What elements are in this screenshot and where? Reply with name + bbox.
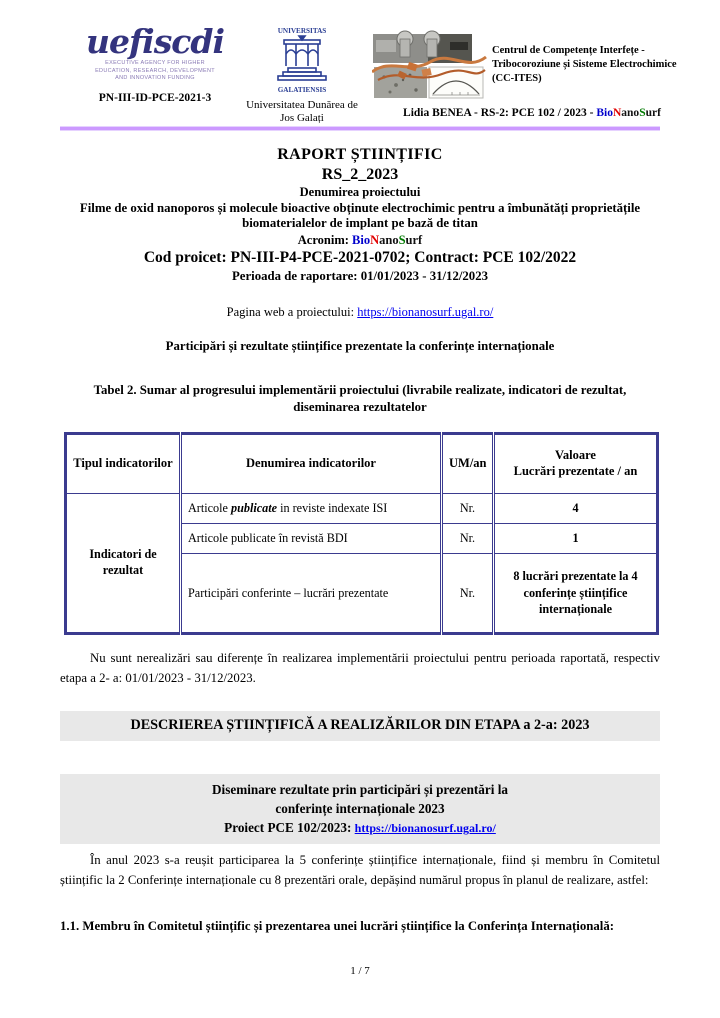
dissemination-website-link[interactable]: https://bionanosurf.ugal.ro/ [354, 821, 496, 836]
indicator-um: Nr. [442, 494, 494, 524]
reporting-period-line: Perioada de raportare: 01/01/2023 - 31/12/2023 [231, 268, 489, 283]
uefiscdi-tagline-line: EDUCATION, RESEARCH, DEVELOPMENT [95, 67, 215, 74]
results-summary-paragraph: În anul 2023 s-a reușit participarea la 5 conferințe științifice internaționale, fiind și membru în Comitetul științific la 2 Conferințe internaționale cu 8 prezentări orale, depășind numărul propus în planul de realizare, astfel: [60, 853, 660, 887]
header-valoare-line1: Valoare [555, 448, 596, 463]
header-valoare-line2: Lucrări prezentate / an [513, 464, 638, 478]
dissemination-line1: Diseminare rezultate prin participări și prezentări la [212, 782, 508, 797]
acronym-part: S [639, 107, 646, 119]
indicator-value: 1 [494, 524, 658, 554]
indicator-value: 8 lucrări prezentate la 4 conferințe științifice internaționale [494, 554, 658, 634]
indicator-name-emph: publicate [230, 501, 278, 515]
table-row [66, 494, 658, 524]
stage-description-banner: DESCRIEREA ȘTIINȚIFICĂ A REALIZĂRILOR DIN ETAPA a 2-a: 2023 [60, 711, 660, 741]
table-caption: Tabel 2. Sumar al progresului implementării proiectului (livrabile realizate, indicatori de rezultat, diseminarea rezultatelor [93, 383, 627, 414]
project-name-label: Denumirea proiectului [299, 185, 421, 199]
section-1-1-heading: 1.1. Membru în Comitetul științific și prezentarea unei lucrări științifice la Conferința Internațională: [60, 919, 614, 933]
header-divider-bar [60, 126, 660, 131]
program-code: PN-III-ID-PCE-2021-3 [98, 91, 212, 104]
university-emblem-icon [272, 24, 332, 98]
indicator-value: 4 [494, 494, 658, 524]
header-um: UM/an [442, 434, 494, 494]
web-label: Pagina web a proiectului: [226, 305, 358, 320]
acronym-part: urf [405, 232, 423, 247]
acronym-part: S [398, 232, 406, 247]
indicator-name-text: Articole [188, 501, 231, 515]
indicators-table [64, 432, 659, 635]
indicator-um: Nr. [442, 554, 494, 634]
uefiscdi-tagline [70, 60, 240, 82]
indicator-um: Nr. [442, 524, 494, 554]
report-line-prefix: Lidia BENEA - RS-2: PCE 102 / 2023 - [403, 107, 597, 119]
university-emblem-block [240, 24, 364, 124]
acronym-part: Bio [596, 107, 613, 119]
dissemination-line2: conferințe internaționale 2023 [275, 801, 445, 817]
report-subtitle: RS_2_2023 [321, 166, 399, 183]
indicator-name [181, 494, 442, 524]
no-deviations-paragraph: Nu sunt nerealizări sau diferențe în realizarea implementării proiectului pentru perioada raportată, respectiv etapa a 2- a: 01/01/2023 - 31/12/2023. [60, 651, 660, 686]
project-web-line [60, 305, 660, 320]
lab-equipment-photo [372, 30, 487, 100]
indicator-name: Articole publicate în revistă BDI [181, 524, 442, 554]
acronym-line [60, 232, 660, 248]
report-identification-line [372, 107, 692, 119]
acronym-part: Bio [352, 232, 371, 247]
emblem-galatiensis-text: GALATIENSIS [277, 86, 327, 94]
acronym-colored [596, 107, 661, 119]
dissemination-project-label: Proiect PCE 102/2023: [224, 820, 355, 836]
table-header-row [66, 434, 658, 494]
acronym-part: urf [645, 107, 661, 119]
project-code-line: Cod proicet: PN-III-P4-PCE-2021-0702; Contract: PCE 102/2022 [143, 249, 577, 267]
acronym-label: Acronim: [297, 232, 353, 247]
page-number: 1 / 7 [350, 965, 370, 977]
acronym-colored [352, 233, 422, 247]
indicator-name-text: in reviste indexate ISI [277, 501, 388, 515]
participation-heading: Participări și rezultate științifice prezentate la conferințe internaționale [165, 339, 555, 354]
acronym-part: N [612, 107, 622, 119]
acronym-part: N [370, 232, 380, 247]
report-title: RAPORT ȘTIINȚIFIC [277, 146, 443, 163]
dissemination-project-line [74, 818, 646, 837]
project-name: Filme de oxid nanoporos și molecule bioactive obținute electrochimic pentru a îmbunătăți proprietățile biomaterialelor de implant pe bază de titan [79, 200, 641, 231]
header-denumirea: Denumirea indicatorilor [181, 434, 442, 494]
acronym-part: ano [379, 232, 399, 247]
title-block [60, 145, 660, 416]
row-group-label: Indicatori de rezultat [66, 494, 181, 634]
header-valoare [494, 434, 658, 494]
competence-center-caption: Centrul de Competențe Interfețe - Tribocoroziune și Sisteme Electrochimice (CC-ITES) [492, 45, 677, 84]
header-tipul: Tipul indicatorilor [66, 434, 181, 494]
uefiscdi-tagline-line: EXECUTIVE AGENCY FOR HIGHER [105, 60, 205, 67]
acronym-part: ano [621, 107, 640, 119]
project-website-link[interactable]: https://bionanosurf.ugal.ro/ [357, 305, 494, 320]
uefiscdi-tagline-line: AND INNOVATION FUNDING [115, 75, 195, 82]
uefiscdi-logo: uefiscdi [85, 22, 224, 61]
dissemination-banner [60, 774, 660, 844]
uefiscdi-logo-block [70, 22, 240, 104]
emblem-universitas-text: UNIVERSITAS [277, 27, 327, 35]
indicator-name: Participări conferinte – lucrări prezentate [181, 554, 442, 634]
university-name: Universitatea Dunărea de Jos Galați [246, 99, 358, 124]
